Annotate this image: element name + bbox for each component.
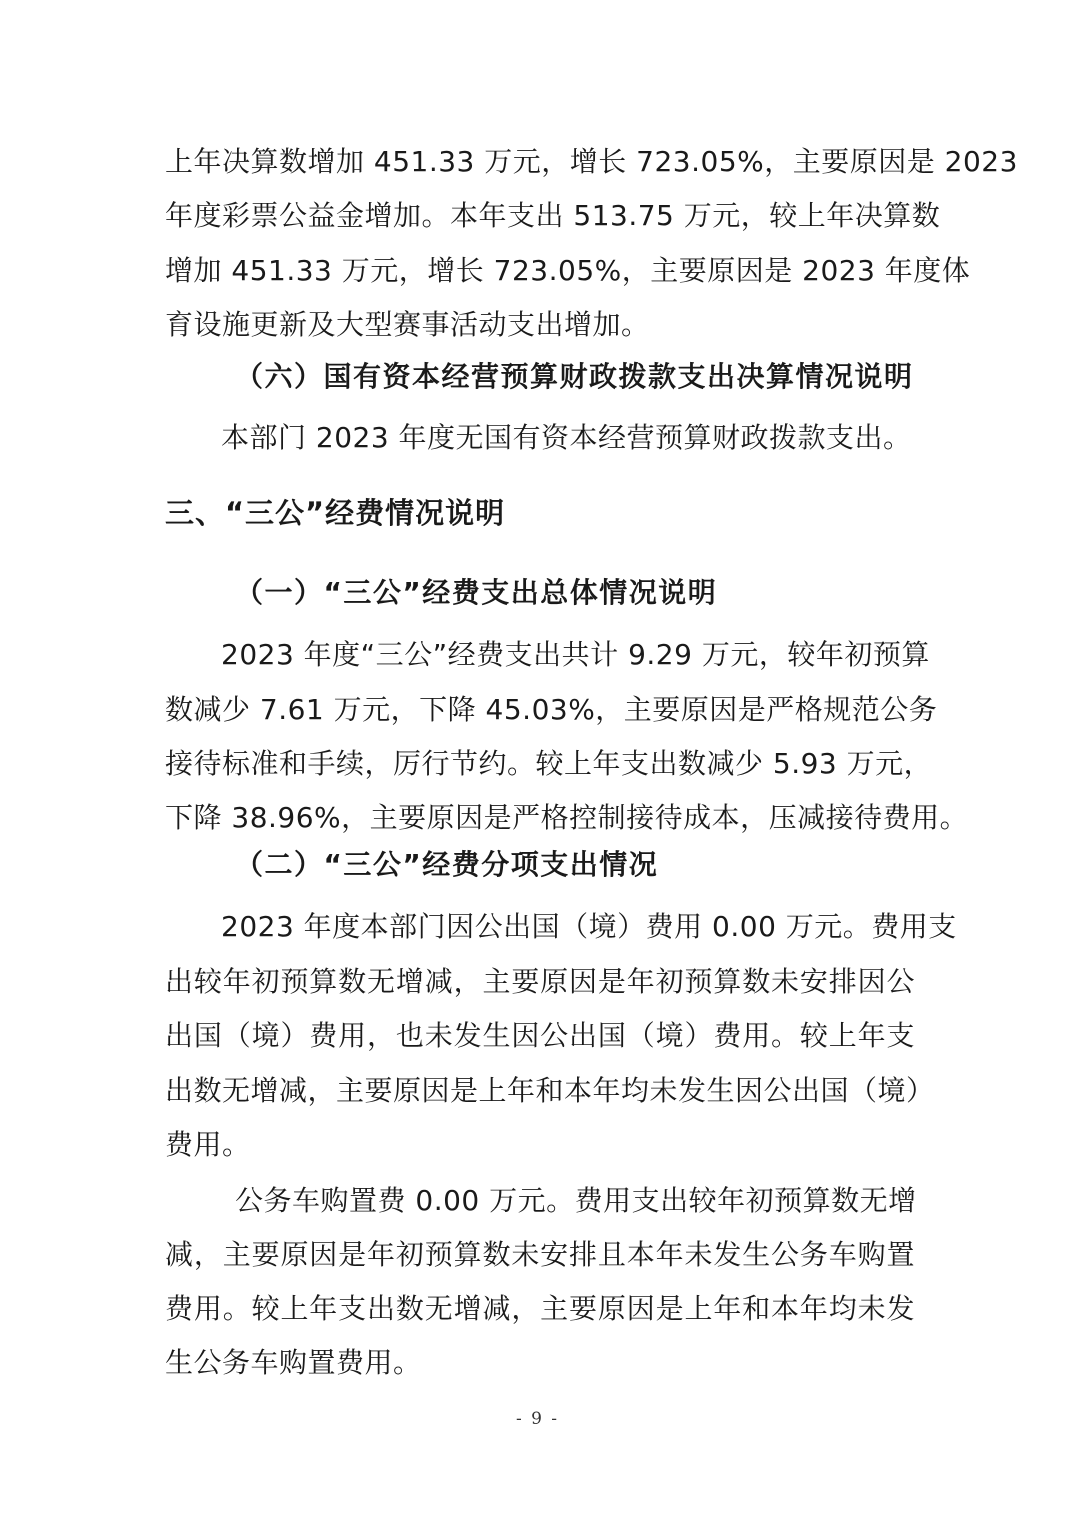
text-line: 育设施更新及大型赛事活动支出增加。 <box>165 308 650 341</box>
heading-overall-expenses: （一）“三公”经费支出总体情况说明 <box>235 576 718 609</box>
text-line: 费用。较上年支出数无增减，主要原因是上年和本年均未发 <box>165 1292 915 1325</box>
text-line: 出较年初预算数无增减，主要原因是年初预算数未安排因公 <box>165 965 915 998</box>
page-number: - 9 - <box>515 1409 560 1429</box>
heading-state-capital-budget: （六）国有资本经营预算财政拨款支出决算情况说明 <box>235 360 914 393</box>
text-line: 上年决算数增加 451.33 万元，增长 723.05%，主要原因是 2023 <box>165 145 1018 178</box>
text-line: 公务车购置费 0.00 万元。费用支出较年初预算数无增 <box>235 1184 917 1217</box>
text-line: 下降 38.96%，主要原因是严格控制接待成本，压减接待费用。 <box>165 801 969 834</box>
text-line: 2023 年度本部门因公出国（境）费用 0.00 万元。费用支 <box>221 910 957 943</box>
text-line: 生公务车购置费用。 <box>165 1346 422 1379</box>
text-line: 数减少 7.61 万元，下降 45.03%，主要原因是严格规范公务 <box>165 693 938 726</box>
text-line: 增加 451.33 万元，增长 723.05%，主要原因是 2023 年度体 <box>165 254 971 287</box>
paragraph-state-capital: 本部门 2023 年度无国有资本经营预算财政拨款支出。 <box>221 421 912 454</box>
text-line: 出国（境）费用，也未发生因公出国（境）费用。较上年支 <box>165 1019 915 1052</box>
text-line: 年度彩票公益金增加。本年支出 513.75 万元，较上年决算数 <box>165 199 941 232</box>
text-line: 费用。 <box>165 1128 251 1161</box>
text-line: 出数无增减，主要原因是上年和本年均未发生因公出国（境） <box>165 1074 935 1107</box>
text-line: 接待标准和手续，厉行节约。较上年支出数减少 5.93 万元， <box>165 747 933 780</box>
heading-itemized-expenses: （二）“三公”经费分项支出情况 <box>235 848 659 881</box>
text-line: 2023 年度“三公”经费支出共计 9.29 万元，较年初预算 <box>221 638 930 671</box>
text-line: 减，主要原因是年初预算数未安排且本年未发生公务车购置 <box>165 1238 915 1271</box>
section-title-three-public-expenses: 三、“三公”经费情况说明 <box>165 496 506 530</box>
